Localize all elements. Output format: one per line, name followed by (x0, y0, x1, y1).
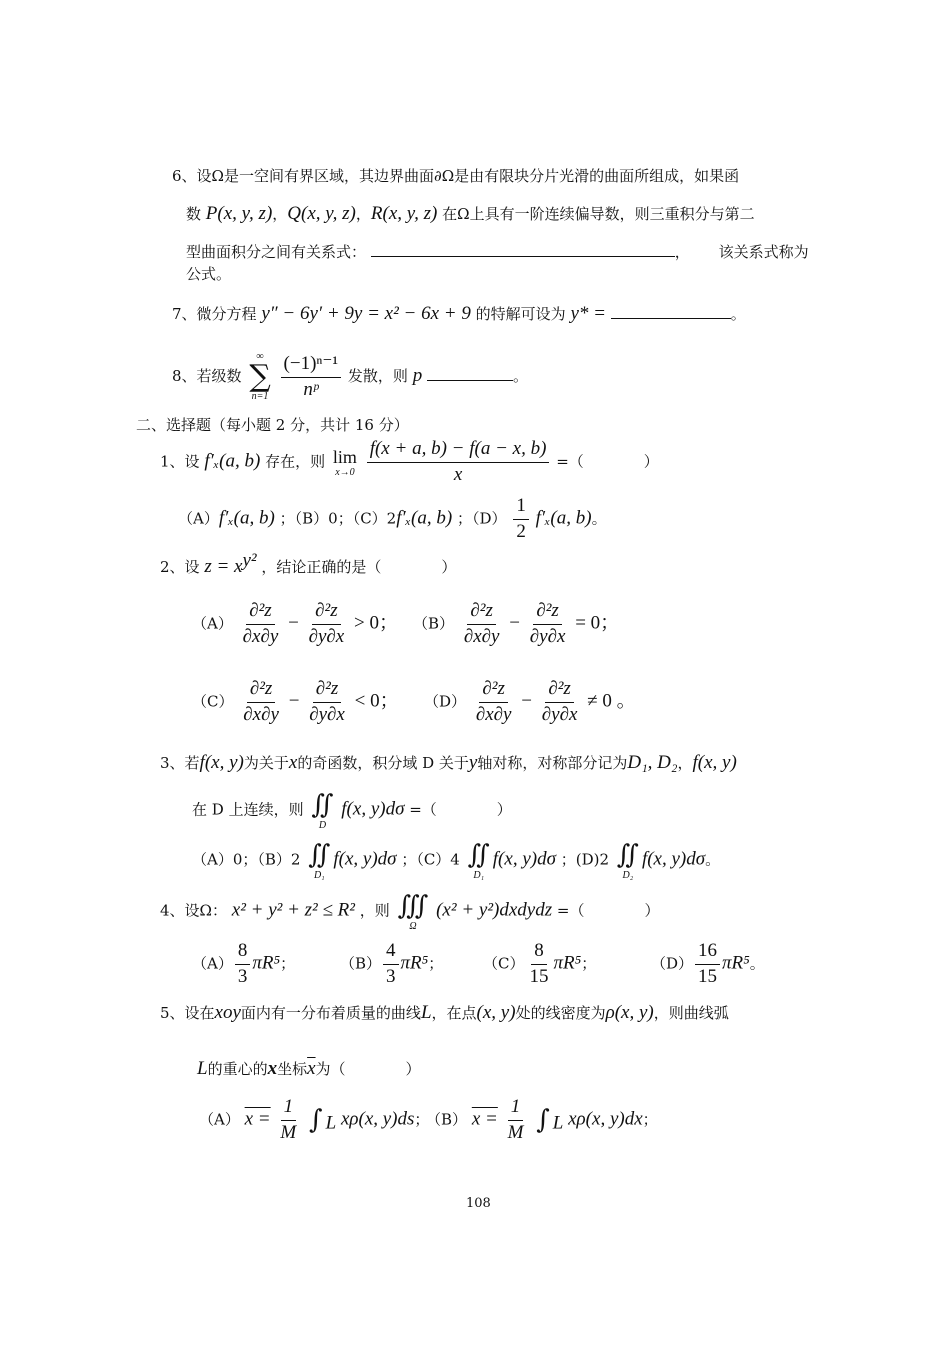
section-title: 二、选择题（每小题 2 分，共计 16 分） (136, 416, 409, 434)
c1-question: 1、设 f′ₓ(a, b) 存在，则 lim x→0 $\frac{f(x + a, b) - f(a - x, b)}{x}$ =（ ） (160, 438, 659, 485)
c3-options: （A）0；（B）2 ∬ D₁ f(x, y)dσ ；（C）4 ∬ D₁ f(x, y)dσ ；(D)2 ∬ D₂ f(x, y)dσ。 (192, 840, 721, 882)
c5-option-a: （A） x = $\frac{1}{M}$ ∫ $_L$ xρ(x, y)ds； (199, 1096, 430, 1143)
c4-option-c: （C） $\frac{8}{15}$ πR⁵； (483, 940, 597, 987)
q6-line2: 数 P(x, y, z)，Q(x, y, z)，R(x, y, z) 在Ω上具有一阶连续偏导数，则三重积分与第二 (186, 203, 755, 224)
c5-line1: 5、设在xoy面内有一分布着质量的曲线L，在点(x, y)处的线密度为ρ(x, y)，则曲线弧 (160, 1002, 729, 1023)
c5-line2: L的重心的x坐标$\overline{x}$为（ ） (197, 1058, 421, 1079)
q6-line4: 公式。 (186, 265, 232, 283)
c5-option-b: （B） x = $\frac{1}{M}$ ∫ $_L$ xρ(x, y)dx； (426, 1096, 658, 1143)
c2-option-a: （A） $\frac{\text{∂²z}}{\partial x\partial y}$ − $\frac{\text{∂²z}}{\partial y\partial x}$ > 0； (192, 600, 398, 647)
c2-question: 2、设 $z = x^{y^2}$ ，结论正确的是（ ） (160, 550, 457, 577)
c2-option-c: （C） $\frac{\text{∂²z}}{\partial x\partial y}$ − $\frac{\text{∂²z}}{\partial y\partial x}$ < 0； (192, 678, 399, 725)
c2-option-b: （B） $\frac{\text{∂²z}}{\partial x\partial y}$ − $\frac{\text{∂²z}}{\partial y\partial x}$ = 0； (413, 600, 620, 647)
q8: 8、若级数 ∞ ∑ n=1 $\frac{\text{(−1)ⁿ⁻¹}}{\text{nᵖ}}$ 发散，则 p 。 (172, 351, 528, 402)
c2-option-d: （D） $\frac{\text{∂²z}}{\partial x\partial y}$ − $\frac{\text{∂²z}}{\partial y\partial x}$ ≠ 0 。 (424, 678, 636, 725)
c1-options: （A）f′ₓ(a, b) ；（B）0；（C）2f′ₓ(a, b) ；（D） $\frac{1}{2}$ f′ₓ(a, b)。 (178, 495, 607, 542)
page-number: 108 (466, 1196, 491, 1211)
c4-option-d: （D） $\frac{16}{15}$ πR⁵。 (651, 940, 765, 987)
c4-option-a: （A） $\frac{8}{3}$ πR⁵； (192, 940, 296, 987)
q7: 7、微分方程 y″ − 6y′ + 9y = x² − 6x + 9 的特解可设为 y* = 。 (172, 303, 746, 324)
c4-option-b: （B） $\frac{4}{3}$ πR⁵； (340, 940, 444, 987)
c3-line2: 在 D 上连续，则 ∬ D f(x, y)dσ =（ ） (192, 790, 512, 832)
answer-blank[interactable] (427, 366, 513, 381)
answer-blank[interactable] (611, 304, 731, 319)
c3-line1: 3、若f(x, y)为关于x的奇函数，积分域 D 关于y轴对称，对称部分记为D₁, D₂，f(x, y) (160, 752, 737, 773)
c4-question: 4、设Ω： x² + y² + z² ≤ R² ，则 ∭ Ω (x² + y²)dxdydz =（ ） (160, 891, 660, 933)
q6-line3: 型曲面积分之间有关系式： ， 该关系式称为 (186, 243, 809, 261)
answer-blank[interactable] (371, 242, 675, 257)
q6-line1: 6、设Ω是一空间有界区域，其边界曲面∂Ω是由有限块分片光滑的曲面所组成，如果函 (172, 167, 740, 185)
